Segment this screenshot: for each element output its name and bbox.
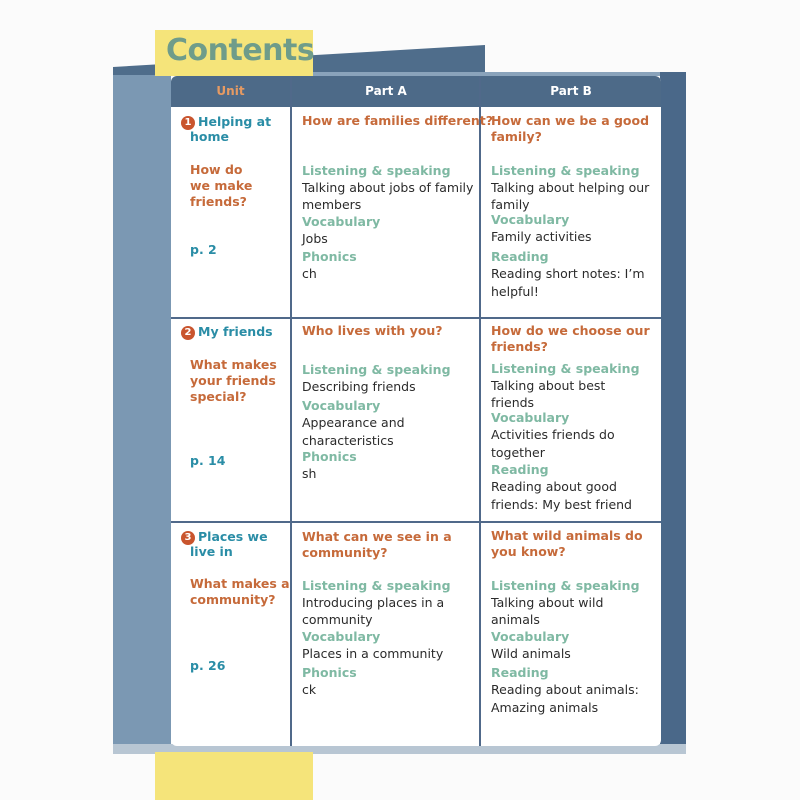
listening-speaking-text: Talking about wild (491, 595, 604, 610)
column-divider (479, 76, 481, 746)
unit-question: What makes a (190, 576, 290, 591)
phonics-text: sh (302, 466, 317, 481)
header-part-b: Part B (550, 84, 592, 98)
unit-page-ref: p. 14 (190, 453, 226, 468)
reading-label: Reading (491, 665, 549, 680)
page-title: Contents (166, 33, 315, 68)
vocabulary-text: Places in a community (302, 646, 444, 661)
listening-speaking-text: animals (491, 611, 540, 627)
vocabulary-text: Activities friends do (491, 427, 615, 442)
vocabulary-text: Family activities (491, 229, 592, 244)
part-b-question: friends? (491, 339, 548, 354)
unit-question: your friends (190, 373, 276, 388)
table-header-row (171, 76, 661, 107)
part-b-question: How do we choose our (491, 323, 650, 338)
right-frame-panel (660, 72, 686, 752)
unit-page-ref: p. 2 (190, 242, 217, 257)
phonics-label: Phonics (302, 449, 357, 464)
unit-question: How do (190, 162, 243, 177)
listening-speaking-label: Listening & speaking (491, 163, 640, 178)
listening-speaking-label: Listening & speaking (302, 578, 451, 593)
phonics-label: Phonics (302, 249, 357, 264)
listening-speaking-text: community (302, 611, 373, 627)
unit-name-text: My friends (198, 324, 273, 339)
listening-speaking-label: Listening & speaking (302, 362, 451, 377)
part-b-question: What wild animals do (491, 528, 643, 543)
listening-speaking-label: Listening & speaking (302, 163, 451, 178)
unit-name (181, 324, 273, 341)
bottom-banner (155, 752, 313, 800)
vocabulary-text: characteristics (302, 432, 394, 448)
phonics-text: ck (302, 682, 317, 697)
part-b-question: How can we be a good (491, 113, 650, 128)
vocabulary-text: Appearance and (302, 415, 405, 430)
unit-number-badge: 3 (181, 531, 195, 545)
row-divider (171, 521, 661, 523)
unit-number-badge: 1 (181, 116, 195, 130)
unit-name: live in (190, 544, 233, 559)
reading-label: Reading (491, 249, 549, 264)
unit-question: special? (190, 389, 247, 404)
unit-page-ref: p. 26 (190, 658, 226, 673)
vocabulary-label: Vocabulary (491, 410, 570, 425)
listening-speaking-label: Listening & speaking (491, 361, 640, 376)
listening-speaking-text: family (491, 196, 530, 212)
row-divider (171, 317, 661, 319)
vocabulary-text: together (491, 445, 545, 460)
part-b-question: family? (491, 129, 542, 144)
reading-text: Amazing animals (491, 700, 599, 715)
listening-speaking-text: friends (491, 394, 535, 410)
part-a-question: community? (302, 545, 388, 560)
reading-label: Reading (491, 462, 549, 477)
vocabulary-text: Wild animals (491, 646, 571, 661)
part-a-question: What can we see in a (302, 529, 452, 544)
unit-name-text: Places we (198, 529, 268, 544)
reading-text: helpful! (491, 284, 539, 299)
vocabulary-label: Vocabulary (302, 629, 381, 644)
column-divider (290, 76, 292, 746)
part-b-question: you know? (491, 544, 566, 559)
part-a-question: How are families different? (302, 113, 494, 128)
unit-question: friends? (190, 194, 247, 209)
listening-speaking-label: Listening & speaking (491, 578, 640, 593)
header-part-a: Part A (365, 84, 407, 98)
vocabulary-label: Vocabulary (302, 214, 381, 229)
vocabulary-label: Vocabulary (491, 212, 570, 227)
reading-text: Reading about good (491, 479, 617, 494)
listening-speaking-text: Introducing places in a (302, 595, 445, 610)
unit-number-badge: 2 (181, 326, 195, 340)
left-frame-panel (113, 72, 171, 752)
vocabulary-label: Vocabulary (491, 629, 570, 644)
contents-table (171, 76, 661, 746)
listening-speaking-text: members (302, 196, 362, 212)
reading-text: friends: My best friend (491, 497, 632, 512)
unit-question: community? (190, 592, 276, 607)
unit-name-text: Helping at (198, 114, 272, 129)
unit-question: What makes (190, 357, 277, 372)
phonics-label: Phonics (302, 665, 357, 680)
reading-text: Reading about animals: (491, 682, 639, 697)
listening-speaking-text: Talking about helping our (491, 180, 650, 195)
listening-speaking-text: Talking about jobs of family (302, 180, 474, 195)
unit-name: home (190, 129, 229, 144)
phonics-text: ch (302, 266, 317, 281)
listening-speaking-text: Describing friends (302, 379, 416, 394)
vocabulary-label: Vocabulary (302, 398, 381, 413)
vocabulary-text: Jobs (302, 231, 328, 246)
part-a-question: Who lives with you? (302, 323, 443, 338)
header-unit: Unit (216, 84, 245, 98)
listening-speaking-text: Talking about best (491, 378, 606, 393)
reading-text: Reading short notes: I’m (491, 266, 645, 281)
unit-question: we make (190, 178, 253, 193)
